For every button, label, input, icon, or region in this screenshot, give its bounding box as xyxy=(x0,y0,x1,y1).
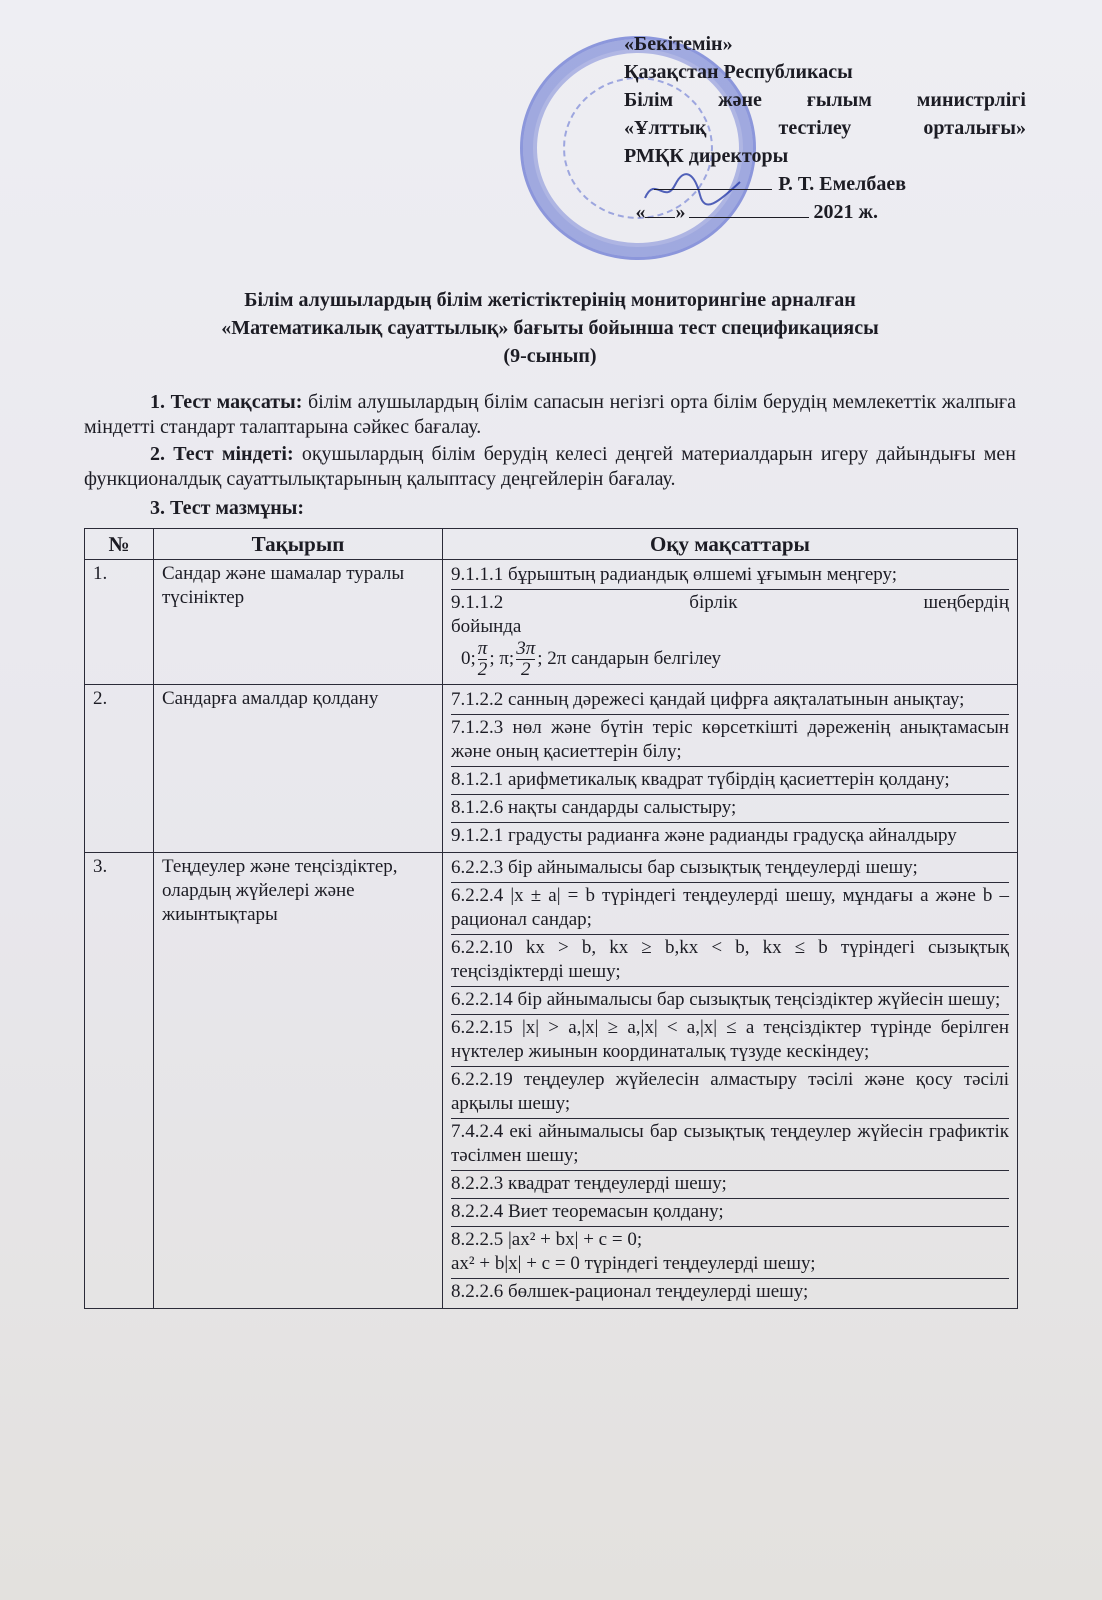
objective: 7.1.2.2 санның дәрежесі қандай цифрға аяқталатынын анықтау; xyxy=(451,687,1009,715)
approval-date: « » 2021 ж. xyxy=(635,201,878,223)
approval-ministry: Білім және ғылым министрлігі xyxy=(624,89,1026,111)
objective-text: 9.1.1.2 бірлік шеңбердің бойында xyxy=(451,592,1009,637)
approval-signer: Р. Т. Емелбаев xyxy=(624,170,1026,198)
table-row xyxy=(85,560,1018,685)
objective xyxy=(451,590,1009,682)
col-header-num: № xyxy=(85,529,154,560)
table-row xyxy=(85,685,1018,853)
objective-justified xyxy=(451,591,1009,639)
row-objectives xyxy=(443,853,1018,1309)
objective: 8.1.2.1 арифметикалық квадрат түбірдің қасиеттерін қолдану; xyxy=(451,767,1009,795)
approval-center: «Ұлттық тестілеу орталығы» xyxy=(624,117,1026,139)
row-num: 2. xyxy=(85,685,154,853)
objective: 6.2.2.10 kx > b, kx ≥ b,kx < b, kx ≤ b түріндегі сызықтық теңсіздіктерді шешу; xyxy=(451,935,1009,987)
test-task: 2. Тест міндеті: оқушылардың білім берудің келесі деңгей материалдарын игеру дайындығы мен функционалдық сауаттылықтарының қалыптасу деңгейлерін бағалау. xyxy=(84,443,1017,490)
document-title: Білім алушылардың білім жетістіктерінің мониторингіне арналған «Математикалық сауаттылық» бағыты бойынша тест спецификациясы (9-сынып) xyxy=(221,289,879,367)
objective: 7.4.2.4 екі айнымалысы бар сызықтық теңдеулер жүйесін графиктік тәсілмен шешу; xyxy=(451,1119,1009,1171)
row-topic: Теңдеулер және теңсіздіктер, олардың жүйелері және жиынтықтары xyxy=(154,853,443,1309)
objective: 6.2.2.14 бір айнымалысы бар сызықтық теңсіздіктер жүйесін шешу; xyxy=(451,987,1009,1015)
approval-position: РМҚК директоры xyxy=(624,145,789,167)
fraction: $\frac{3\pi}{2}$ xyxy=(516,638,536,680)
table-row xyxy=(85,853,1018,1309)
row-objectives xyxy=(443,560,1018,685)
objective: 8.2.2.4 Виет теоремасын қолдану; xyxy=(451,1199,1009,1227)
approval-country: Қазақстан Республикасы xyxy=(624,61,853,83)
objective: 8.2.2.5 |ax² + bx| + c = 0; ax² + b|x| + c = 0 түріндегі теңдеулерді шешу; xyxy=(451,1227,1009,1279)
row-num: 1. xyxy=(85,560,154,685)
objective: 6.2.2.3 бір айнымалысы бар сызықтық теңдеулерді шешу; xyxy=(451,855,1009,883)
spec-table xyxy=(84,528,1018,1309)
objective: 6.2.2.15 |x| > a,|x| ≥ a,|x| < a,|x| ≤ a теңсіздіктер түрінде берілген нүктелер жиынын координаталық түзуде кескіндеу; xyxy=(451,1015,1009,1067)
col-header-objectives: Оқу мақсаттары xyxy=(443,529,1018,560)
row-topic: Сандарға амалдар қолдану xyxy=(154,685,443,853)
table-header-row xyxy=(85,529,1018,560)
test-content-heading: 3. Тест мазмұны: xyxy=(150,497,305,519)
approval-block xyxy=(624,30,1026,226)
approval-heading: «Бекітемін» xyxy=(624,33,733,55)
objective-formula: 0; $\frac{\pi}{2}$ ; π; $\frac{3\pi}{2}$ ; 2π сандарын белгілеу xyxy=(461,638,722,680)
objective: 8.2.2.3 квадрат теңдеулерді шешу; xyxy=(451,1171,1009,1199)
row-num: 3. xyxy=(85,853,154,1309)
row-topic: Сандар және шамалар туралы түсініктер xyxy=(154,560,443,685)
objective: 6.2.2.4 |x ± a| = b түріндегі теңдеулерді шешу, мұндағы a және b – рационал сандар; xyxy=(451,883,1009,935)
row-objectives xyxy=(443,685,1018,853)
objective: 9.1.1.1 бұрыштың радиандық өлшемі ұғымын меңгеру; xyxy=(451,562,1009,590)
test-goal: 1. Тест мақсаты: білім алушылардың білім сапасын негізгі орта білім берудің мемлекеттік жалпыға міндетті стандарт талаптарына сәйкес бағалау. xyxy=(84,391,1016,438)
objective: 9.1.2.1 градусты радианға және радианды градусқа айналдыру xyxy=(451,825,957,846)
objective: 8.2.2.6 бөлшек-рационал теңдеулерді шешу; xyxy=(451,1281,809,1302)
col-header-topic: Тақырып xyxy=(154,529,443,560)
objective: 6.2.2.19 теңдеулер жүйелесін алмастыру тәсілі және қосу тәсілі арқылы шешу; xyxy=(451,1067,1009,1119)
objective: 8.1.2.6 нақты сандарды салыстыру; xyxy=(451,795,1009,823)
fraction: $\frac{\pi}{2}$ xyxy=(477,638,488,680)
objective: 7.1.2.3 нөл және бүтін теріс көрсеткішті дәреженің анықтамасын және оның қасиеттерін білу; xyxy=(451,715,1009,767)
